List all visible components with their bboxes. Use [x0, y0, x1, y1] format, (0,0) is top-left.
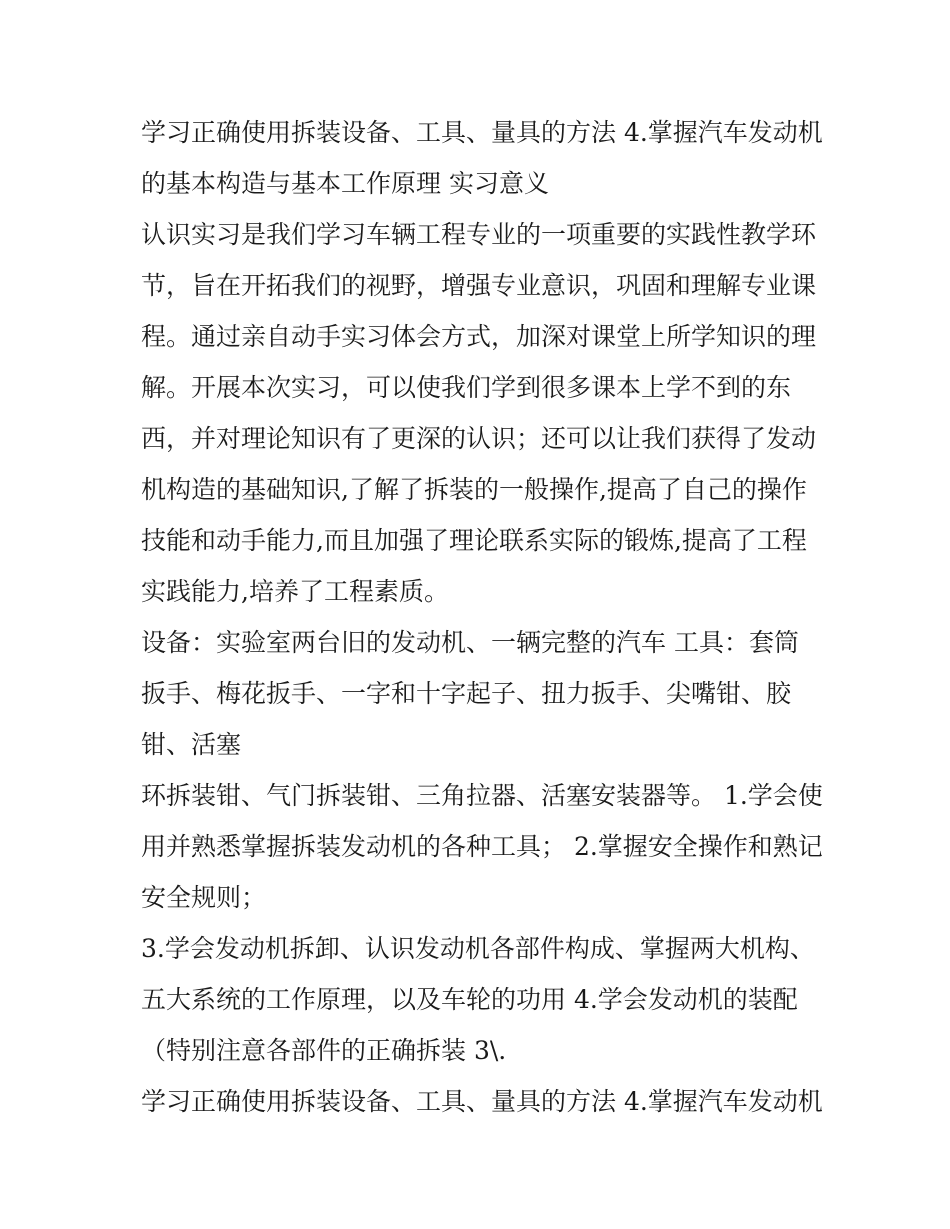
document-body	[141, 107, 823, 1127]
text-line: 环拆装钳、气门拆装钳、三角拉器、活塞安装器等。 1.学会使	[141, 781, 823, 810]
text-line: 用并熟悉掌握拆装发动机的各种工具； 2.掌握安全操作和熟记	[141, 832, 823, 861]
text-line: 的基本构造与基本工作原理 实习意义	[141, 169, 549, 198]
text-line: 解。开展本次实习，可以使我们学到很多课本上学不到的东	[141, 373, 792, 402]
text-line: 设备：实验室两台旧的发动机、一辆完整的汽车 工具：套筒	[141, 628, 799, 657]
text-line: （特别注意各部件的正确拆装 3\.	[141, 1036, 507, 1065]
text-line: 安全规则；	[141, 883, 267, 912]
text-line: 节，旨在开拓我们的视野，增强专业意识，巩固和理解专业课	[141, 271, 817, 300]
text-line: 学习正确使用拆装设备、工具、量具的方法 4.掌握汽车发动机	[141, 1087, 823, 1116]
text-line: 技能和动手能力,而且加强了理论联系实际的锻炼,提高了工程	[141, 526, 807, 555]
text-line: 实践能力,培养了工程素质。	[141, 577, 449, 606]
text-line: 3.学会发动机拆卸、认识发动机各部件构成、掌握两大机构、	[141, 934, 815, 963]
text-line: 钳、活塞	[141, 730, 242, 759]
text-line: 扳手、梅花扳手、一字和十字起子、扭力扳手、尖嘴钳、胶	[141, 679, 792, 708]
text-line: 五大系统的工作原理，以及车轮的功用 4.学会发动机的装配	[141, 985, 798, 1014]
text-line: 程。通过亲自动手实习体会方式，加深对课堂上所学知识的理	[141, 322, 817, 351]
text-line: 学习正确使用拆装设备、工具、量具的方法 4.掌握汽车发动机	[141, 118, 823, 147]
text-line: 机构造的基础知识,了解了拆装的一般操作,提高了自己的操作	[141, 475, 807, 504]
text-line: 西，并对理论知识有了更深的认识；还可以让我们获得了发动	[141, 424, 817, 453]
text-line: 认识实习是我们学习车辆工程专业的一项重要的实践性教学环	[141, 220, 817, 249]
